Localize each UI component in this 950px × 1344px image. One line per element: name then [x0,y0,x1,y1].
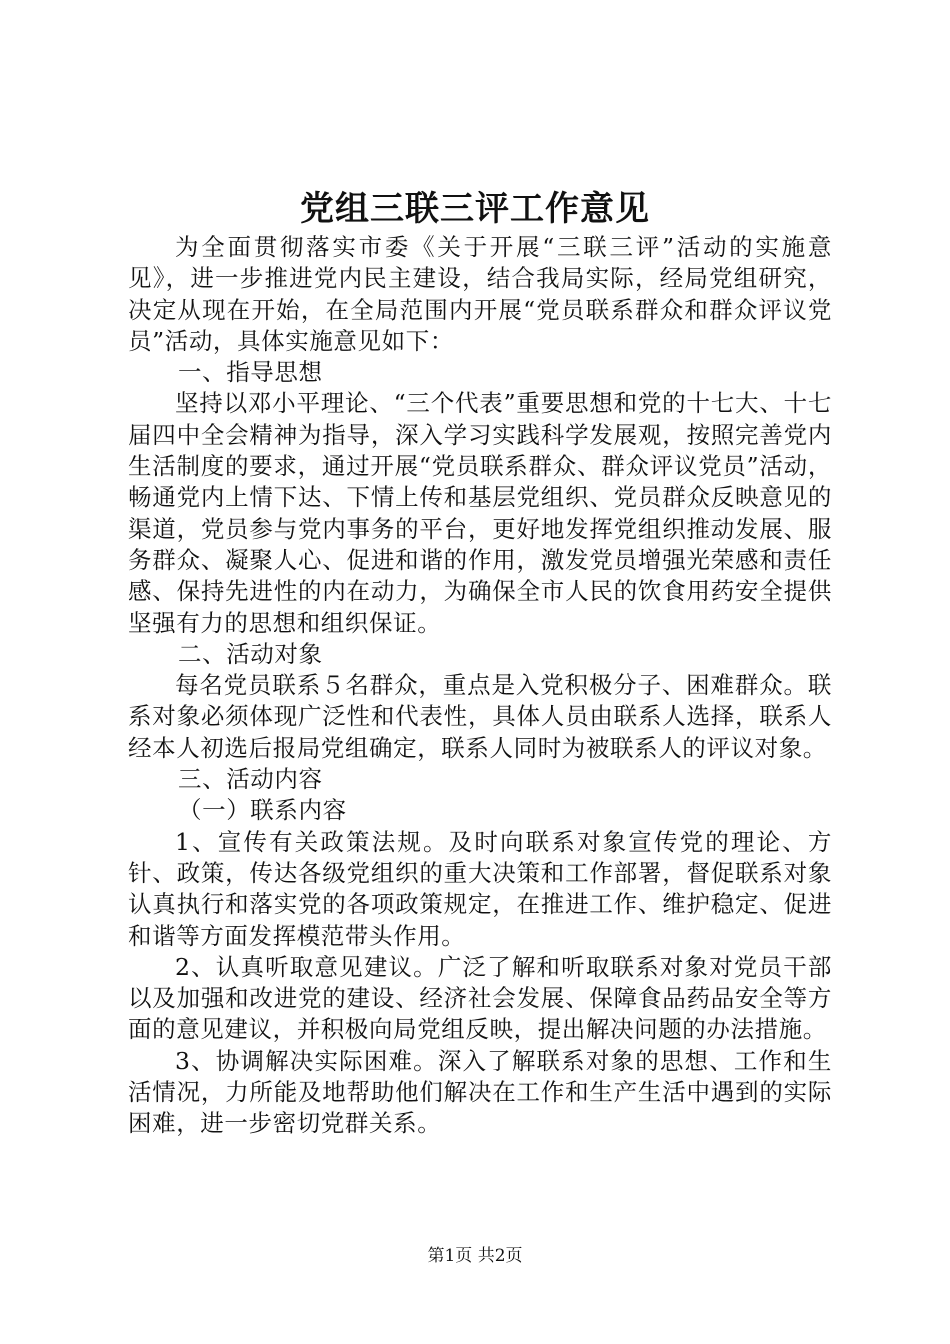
intro-paragraph: 为全面贯彻落实市委《关于开展“三联三评”活动的实施意见》，进一步推进党内民主建设，结合我局实际，经局党组研究，决定从现在开始，在全局范围内开展“党员联系群众和群众评议党员”活动，具体实施意见如下： [128,233,832,355]
section-heading-guiding-thought: 一、指导思想 [178,358,323,387]
page-footer: 第1页 共2页 [427,1246,523,1266]
section-heading-activity-targets: 二、活动对象 [178,639,323,668]
guiding-thought-paragraph: 坚持以邓小平理论、“三个代表”重要思想和党的十七大、十七届四中全会精神为指导，深入学习实践科学发展观，按照完善党内生活制度的要求，通过开展“党员联系群众、群众评议党员”活动，畅通党内上情下达、下情上传和基层党组织、党员群众反映意见的渠道，党员参与党内事务的平台，更好地发挥党组织推动发展、服务群众、凝聚人心、促进和谐的作用，激发党员增强光荣感和责任感、保持先进性的内在动力，为确保全市人民的饮食用药安全提供坚强有力的思想和组织保证。 [128,389,832,637]
item-paragraph-1: 1、宣传有关政策法规。及时向联系对象宣传党的理论、方针、政策，传达各级党组织的重大决策和工作部署，督促联系对象认真执行和落实党的各项政策规定，在推进工作、维护稳定、促进和谐等方面发挥模范带头作用。 [128,827,832,950]
document-body [128,232,832,1140]
item-paragraph-2: 2、认真听取意见建议。广泛了解和听取联系对象对党员干部以及加强和改进党的建设、经济社会发展、保障食品药品安全等方面的意见建议，并积极向局党组反映，提出解决问题的办法措施。 [128,952,832,1044]
subsection-heading-contact-content: （一）联系内容 [178,796,347,825]
item-paragraph-3: 3、协调解决实际困难。深入了解联系对象的思想、工作和生活情况，力所能及地帮助他们解决在工作和生产生活中遇到的实际困难，进一步密切党群关系。 [128,1046,832,1138]
section-heading-activity-content: 三、活动内容 [178,765,323,794]
activity-targets-paragraph: 每名党员联系５名群众，重点是入党积极分子、困难群众。联系对象必须体现广泛性和代表性，具体人员由联系人选择，联系人经本人初选后报局党组确定，联系人同时为被联系人的评议对象。 [128,671,832,762]
document-title: 党组三联三评工作意见 [300,189,650,229]
